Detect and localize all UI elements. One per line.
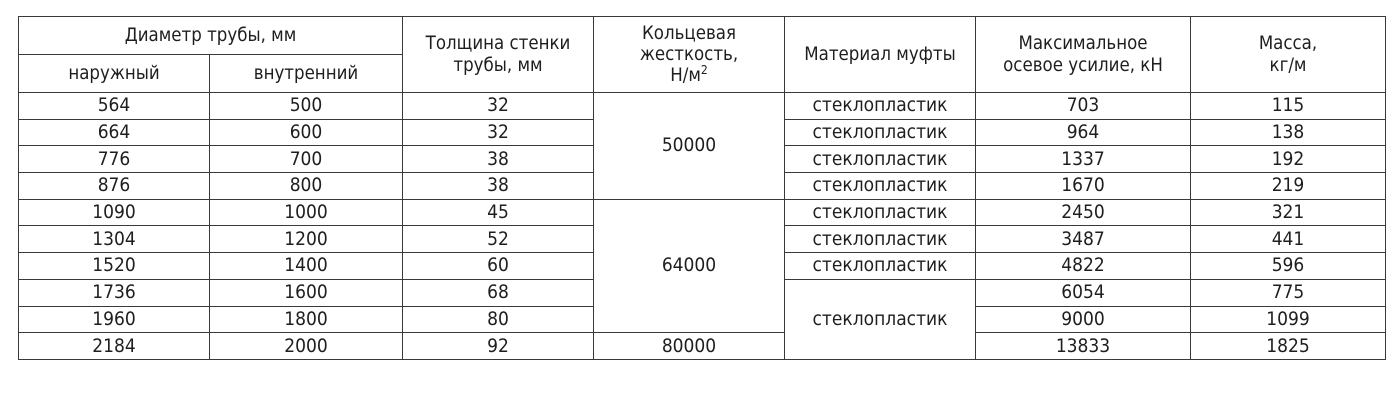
table-row: [19, 199, 1386, 226]
cell-wall: 80: [403, 306, 594, 333]
cell-outer: 776: [19, 146, 210, 173]
header-ring-stiffness: [594, 17, 785, 93]
cell-mass: 138: [1191, 119, 1386, 146]
cell-force: 703: [976, 93, 1191, 120]
cell-inner: 600: [210, 119, 403, 146]
cell-coupling: стеклопластик: [785, 93, 976, 120]
cell-mass: 1825: [1191, 333, 1386, 360]
cell-stiffness-group: 50000: [594, 93, 785, 200]
header-row-1: [19, 17, 1386, 55]
cell-force: 4822: [976, 253, 1191, 280]
cell-inner: 1000: [210, 199, 403, 226]
cell-outer: 1960: [19, 306, 210, 333]
cell-coupling: стеклопластик: [785, 119, 976, 146]
header-wall-thickness: Толщина стенки трубы, мм: [403, 17, 594, 93]
cell-wall: 45: [403, 199, 594, 226]
table-row: [19, 333, 1386, 360]
cell-mass: 219: [1191, 173, 1386, 200]
header-coupling-material: Материал муфты: [785, 17, 976, 93]
cell-stiffness-group: 80000: [594, 333, 785, 360]
cell-force: 1337: [976, 146, 1191, 173]
cell-force: 964: [976, 119, 1191, 146]
cell-wall: 52: [403, 226, 594, 253]
cell-outer: 1736: [19, 279, 210, 306]
cell-mass: 115: [1191, 93, 1386, 120]
header-ring-stiffness-unit: [594, 62, 784, 87]
cell-force: 2450: [976, 199, 1191, 226]
cell-wall: 60: [403, 253, 594, 280]
cell-mass: 192: [1191, 146, 1386, 173]
stiffness-unit-superscript: 2: [700, 62, 708, 77]
cell-force: 3487: [976, 226, 1191, 253]
cell-coupling: стеклопластик: [785, 146, 976, 173]
cell-outer: 564: [19, 93, 210, 120]
cell-force: 6054: [976, 279, 1191, 306]
cell-inner: 2000: [210, 333, 403, 360]
cell-wall: 32: [403, 119, 594, 146]
cell-inner: 800: [210, 173, 403, 200]
cell-coupling: стеклопластик: [785, 279, 976, 359]
cell-inner: 1200: [210, 226, 403, 253]
cell-inner: 1400: [210, 253, 403, 280]
cell-wall: 32: [403, 93, 594, 120]
cell-force: 13833: [976, 333, 1191, 360]
cell-force: 1670: [976, 173, 1191, 200]
cell-outer: 1090: [19, 199, 210, 226]
cell-outer: 664: [19, 119, 210, 146]
cell-inner: 700: [210, 146, 403, 173]
cell-outer: 1520: [19, 253, 210, 280]
cell-wall: 38: [403, 173, 594, 200]
cell-outer: 876: [19, 173, 210, 200]
header-inner-diameter: внутренний: [210, 55, 403, 93]
cell-wall: 92: [403, 333, 594, 360]
cell-mass: 596: [1191, 253, 1386, 280]
cell-mass: 1099: [1191, 306, 1386, 333]
cell-coupling: стеклопластик: [785, 226, 976, 253]
cell-inner: 500: [210, 93, 403, 120]
cell-force: 9000: [976, 306, 1191, 333]
cell-mass: 441: [1191, 226, 1386, 253]
cell-inner: 1600: [210, 279, 403, 306]
cell-wall: 68: [403, 279, 594, 306]
header-diameter: Диаметр трубы, мм: [19, 17, 403, 55]
header-ring-stiffness-line2: жесткость,: [639, 43, 739, 65]
header-max-axial-force: Максимальное осевое усилие, кН: [976, 17, 1191, 93]
header-outer-diameter: наружный: [19, 55, 210, 93]
cell-wall: 38: [403, 146, 594, 173]
cell-coupling: стеклопластик: [785, 253, 976, 280]
table-row: [19, 93, 1386, 120]
cell-mass: 321: [1191, 199, 1386, 226]
cell-mass: 775: [1191, 279, 1386, 306]
header-ring-stiffness-line1: Кольцевая: [641, 22, 737, 44]
pipe-specs-table: [18, 16, 1386, 360]
header-mass: Масса, кг/м: [1191, 17, 1386, 93]
stiffness-unit-text: Н/м: [670, 65, 701, 87]
cell-stiffness-group: 64000: [594, 199, 785, 332]
cell-coupling: стеклопластик: [785, 173, 976, 200]
cell-coupling: стеклопластик: [785, 199, 976, 226]
cell-outer: 2184: [19, 333, 210, 360]
cell-inner: 1800: [210, 306, 403, 333]
cell-outer: 1304: [19, 226, 210, 253]
